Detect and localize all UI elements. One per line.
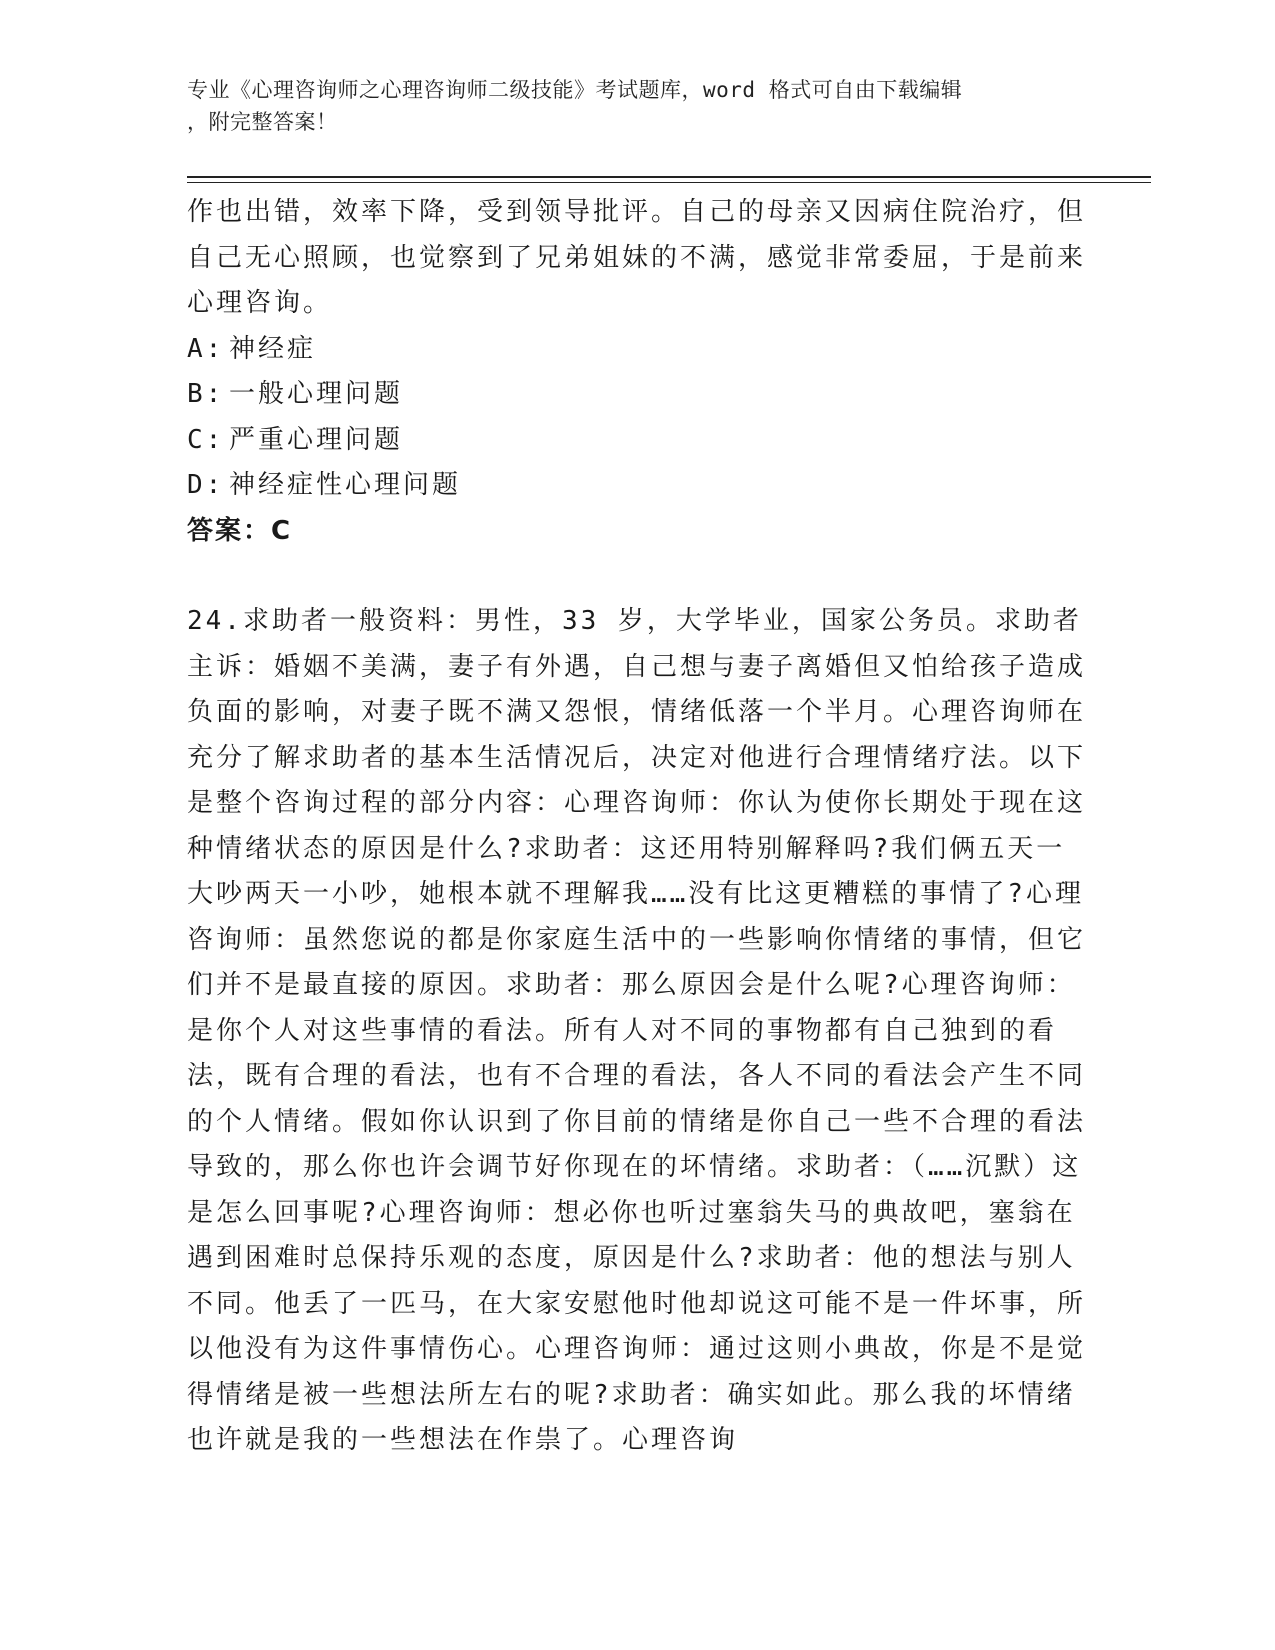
page-header bbox=[187, 74, 1067, 138]
option-b bbox=[187, 372, 1087, 418]
option-d-letter: D: bbox=[187, 470, 225, 500]
option-a-text: 神经症 bbox=[229, 333, 317, 364]
option-b-letter: B: bbox=[187, 379, 225, 409]
header-line-2: ，附完整答案！ bbox=[187, 110, 338, 134]
option-c-text: 严重心理问题 bbox=[229, 424, 404, 455]
header-divider bbox=[187, 176, 1151, 178]
question-spacer bbox=[187, 554, 1087, 599]
header-line-1: 专业《心理咨询师之心理咨询师二级技能》考试题库，word 格式可自由下载编辑 bbox=[187, 78, 963, 102]
question-24-text: 24.求助者一般资料：男性，33 岁，大学毕业，国家公务员。求助者主诉：婚姻不美满，妻子有外遇，自己想与妻子离婚但又怕给孩子造成负面的影响，对妻子既不满又怨恨，情绪低落一个半月。心理咨询师在充分了解求助者的基本生活情况后，决定对他进行合理情绪疗法。以下是整个咨询过程的部分内容：心理咨询师：你认为使你长期处于现在这种情绪状态的原因是什么?求助者：这还用特别解释吗?我们俩五天一大吵两天一小吵，她根本就不理解我……没有比这更糟糕的事情了?心理咨询师：虽然您说的都是你家庭生活中的一些影响你情绪的事情，但它们并不是最直接的原因。求助者：那么原因会是什么呢?心理咨询师：是你个人对这些事情的看法。所有人对不同的事物都有自己独到的看法，既有合理的看法，也有不合理的看法，各人不同的看法会产生不同的个人情绪。假如你认识到了你目前的情绪是你自己一些不合理的看法导致的，那么你也许会调节好你现在的坏情绪。求助者：（……沉默）这是怎么回事呢?心理咨询师：想必你也听过塞翁失马的典故吧，塞翁在遇到困难时总保持乐观的态度，原因是什么?求助者：他的想法与别人不同。他丢了一匹马，在大家安慰他时他却说这可能不是一件坏事，所以他没有为这件事情伤心。心理咨询师：通过这则小典故，你是不是觉得情绪是被一些想法所左右的呢?求助者：确实如此。那么我的坏情绪也许就是我的一些想法在作祟了。心理咨询 bbox=[187, 606, 1087, 1455]
answer-23: 答案：C bbox=[187, 515, 293, 546]
option-c bbox=[187, 418, 1087, 464]
option-d-text: 神经症性心理问题 bbox=[229, 470, 462, 500]
option-c-letter: C: bbox=[187, 424, 225, 455]
header-divider-thin bbox=[187, 182, 1151, 183]
option-d bbox=[187, 463, 1087, 509]
page-content bbox=[187, 190, 1087, 1464]
option-b-text: 一般心理问题 bbox=[229, 379, 404, 409]
option-a bbox=[187, 327, 1087, 373]
option-a-letter: A: bbox=[187, 333, 225, 364]
question-23-continuation: 作也出错，效率下降，受到领导批评。自己的母亲又因病住院治疗，但自己无心照顾，也觉察到了兄弟姐妹的不满，感觉非常委屈，于是前来心理咨询。 bbox=[187, 197, 1087, 318]
